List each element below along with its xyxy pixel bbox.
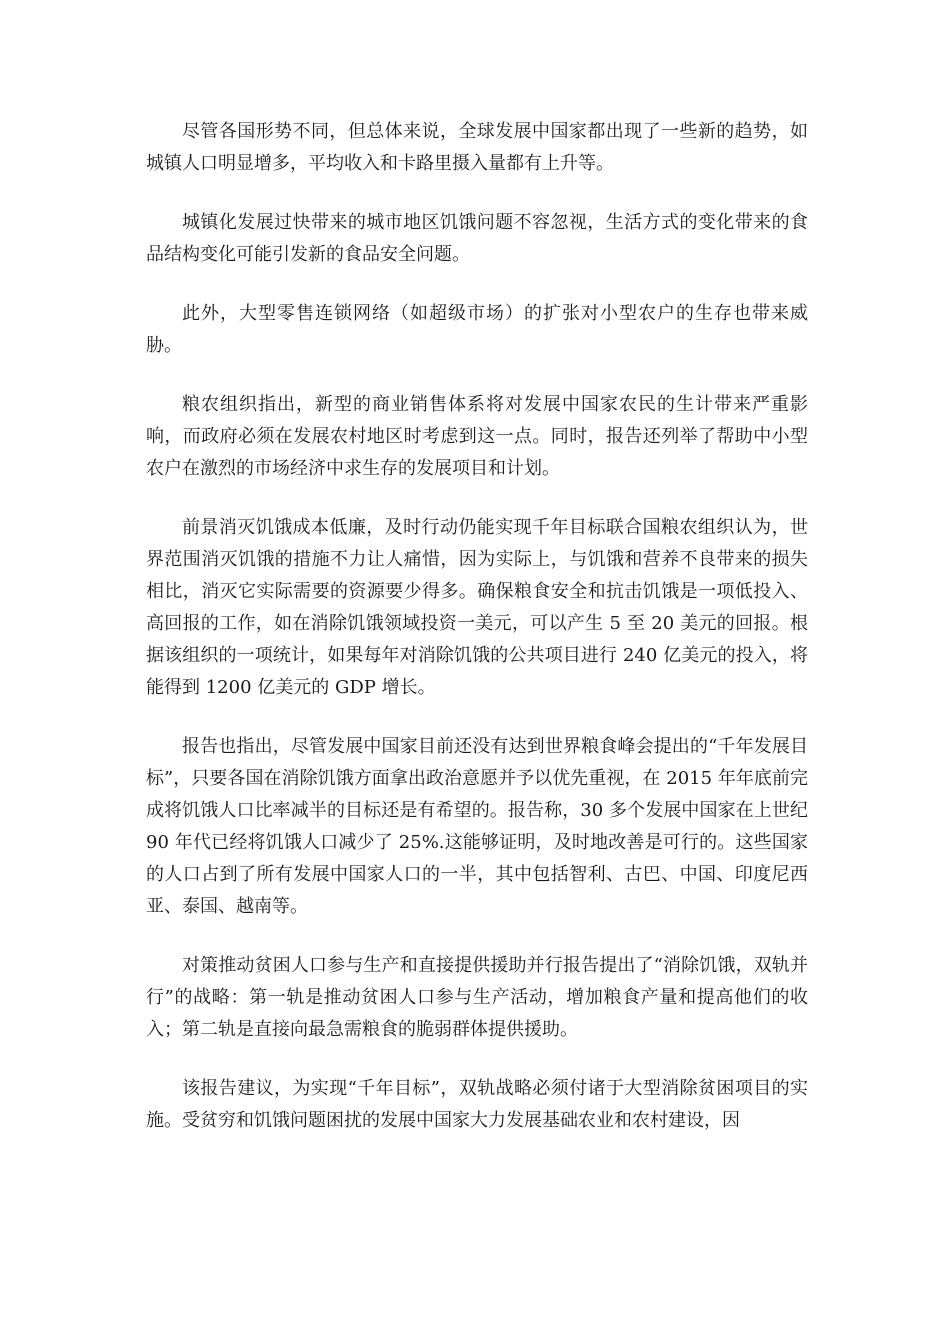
paragraph-2: 城镇化发展过快带来的城市地区饥饿问题不容忽视，生活方式的变化带来的食品结构变化可能引发新的食品安全问题。	[146, 212, 808, 265]
paragraph-3: 此外，大型零售连锁网络（如超级市场）的扩张对小型农户的生存也带来威胁。	[146, 303, 808, 356]
paragraph-6: 报告也指出，尽管发展中国家目前还没有达到世界粮食峰会提出的“千年发展目标”，只要各国在消除饥饿方面拿出政治意愿并予以优先重视，在 2015 年年底前完成将饥饿人口比率减半的目标还是有希望的。报告称，30 多个发展中国家在上世纪 90 年代已经将饥饿人口减少了 25%.这能够证明，及时地改善是可行的。这些国家的人口占到了所有发展中国家人口的一半，其中包括智利、古巴、中国、印度尼西亚、泰国、越南等。	[146, 736, 808, 917]
document-page	[146, 116, 808, 1164]
paragraph-8: 该报告建议，为实现“千年目标”，双轨战略必须付诸于大型消除贫困项目的实施。受贫穷和饥饿问题困扰的发展中国家大力发展基础农业和农村建设，因	[146, 1078, 808, 1131]
paragraph-1: 尽管各国形势不同，但总体来说，全球发展中国家都出现了一些新的趋势，如城镇人口明显增多，平均收入和卡路里摄入量都有上升等。	[146, 121, 808, 174]
paragraph-4: 粮农组织指出，新型的商业销售体系将对发展中国家农民的生计带来严重影响，而政府必须在发展农村地区时考虑到这一点。同时，报告还列举了帮助中小型农户在激烈的市场经济中求生存的发展项目和计划。	[146, 394, 808, 479]
paragraph-7: 对策推动贫困人口参与生产和直接提供援助并行报告提出了“消除饥饿，双轨并行”的战略：第一轨是推动贫困人口参与生产活动，增加粮食产量和提高他们的收入；第二轨是直接向最急需粮食的脆弱群体提供援助。	[146, 955, 808, 1040]
paragraph-5: 前景消灭饥饿成本低廉，及时行动仍能实现千年目标联合国粮农组织认为，世界范围消灭饥饿的措施不力让人痛惜，因为实际上，与饥饿和营养不良带来的损失相比，消灭它实际需要的资源要少得多。确保粮食安全和抗击饥饿是一项低投入、高回报的工作，如在消除饥饿领域投资一美元，可以产生 5 至 20 美元的回报。根据该组织的一项统计，如果每年对消除饥饿的公共项目进行 240 亿美元的投入，将能得到 1200 亿美元的 GDP 增长。	[146, 517, 808, 698]
